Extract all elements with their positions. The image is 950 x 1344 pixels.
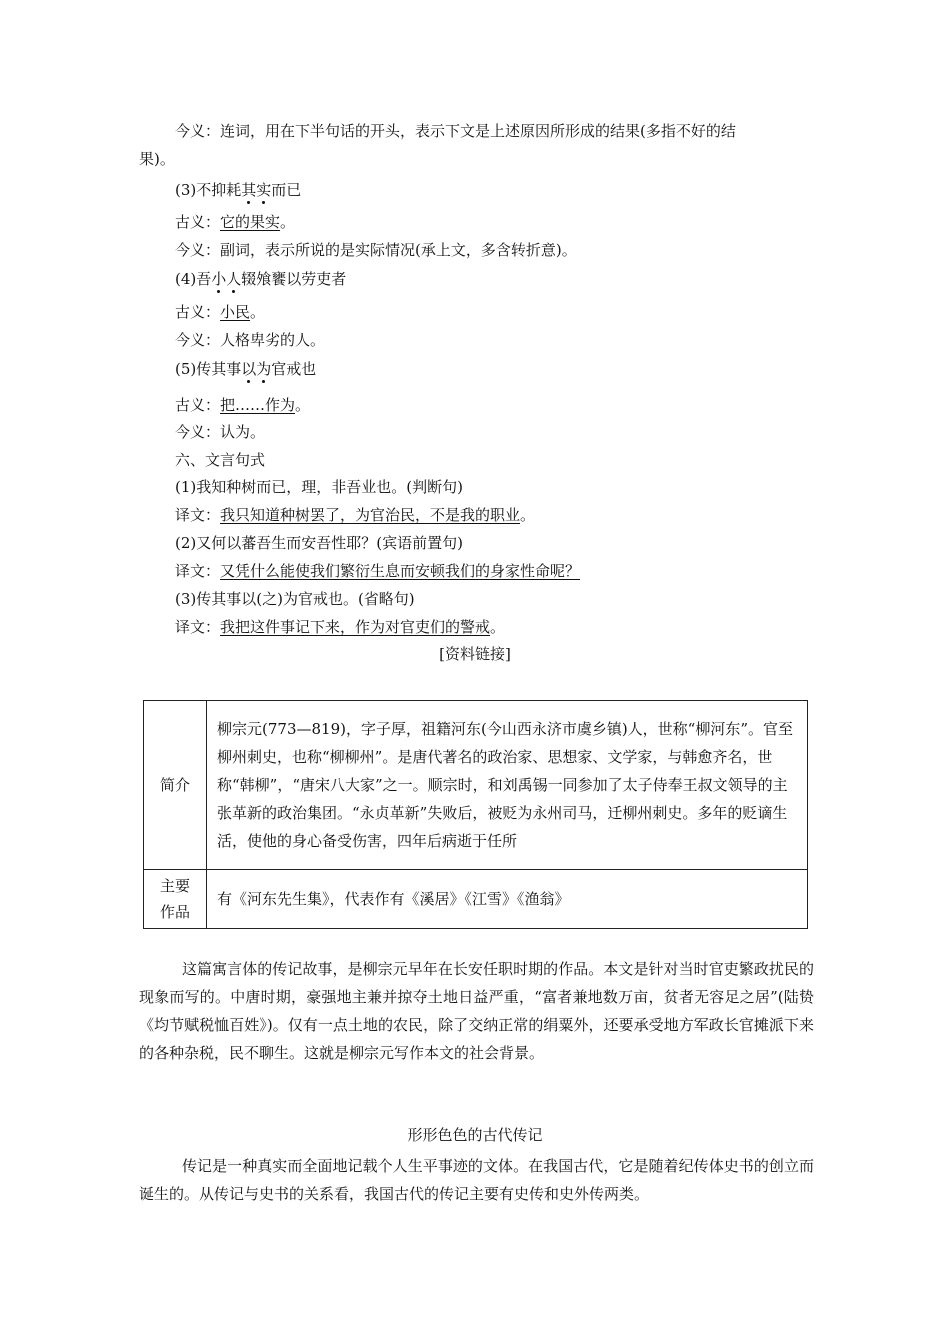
translation-2 — [175, 561, 580, 581]
emphasis-char: 实 — [256, 181, 272, 199]
section-title: 形形色色的古代传记 — [407, 1126, 543, 1144]
example-3-post: 而已 — [271, 181, 302, 199]
guyi-label: 古义： — [175, 213, 221, 231]
works-header-line-2: 作品 — [159, 903, 190, 921]
sentence-1: (1)我知种树而已，理，非吾业也。(判断句) — [175, 478, 463, 496]
jinyi-5: 今义：认为。 — [175, 423, 266, 441]
example-4 — [175, 269, 346, 289]
jinyi-line-2: 今义：连词，用在下半句话的开头，表示下文是上述原因所形成的结果(多指不好的结 — [175, 122, 736, 140]
intro-header: 简介 — [144, 701, 207, 870]
guyi-label: 古义： — [175, 396, 221, 414]
background-paragraph: 这篇寓言体的传记故事，是柳宗元早年在长安任职时期的作品。本文是针对当时官吏繁政扰民的现象而写的。中唐时期，豪强地主兼并掠夺土地日益严重，“富者兼地数万亩，贫者无容足之居”(陆贽《均节赋税恤百姓》)。仅有一点土地的农民，除了交纳正常的绢粟外，还要承受地方军政长官摊派下来的各种杂税，民不聊生。这就是柳宗元写作本文的社会背景。 — [139, 960, 814, 1062]
jinyi-4: 今义：人格卑劣的人。 — [175, 331, 326, 349]
guyi-label: 古义： — [175, 303, 221, 321]
emphasis-char: 以 — [241, 360, 257, 378]
section-heading-6: 六、文言句式 — [175, 451, 266, 469]
guyi-end: 。 — [280, 213, 296, 231]
biography-paragraph: 传记是一种真实而全面地记载个人生平事迹的文体。在我国古代，它是随着纪传体史书的创立而诞生的。从传记与史书的关系看，我国古代的传记主要有史传和史外传两类。 — [139, 1157, 814, 1203]
author-info-table — [143, 700, 808, 929]
guyi-4 — [175, 302, 265, 322]
guyi-3 — [175, 212, 295, 232]
translation-end: 。 — [520, 506, 536, 524]
jinyi-line-2-cont: 果)。 — [139, 150, 175, 168]
sentence-3: (3)传其事以(之)为官戒也。(省略句) — [175, 590, 415, 608]
guyi-5 — [175, 395, 310, 415]
guyi-answer: 小民 — [220, 303, 251, 321]
emphasis-char: 人 — [226, 270, 242, 288]
translation-answer: 又凭什么能使我们繁衍生息而安顿我们的身家性命呢？ — [220, 562, 581, 580]
guyi-answer: 它的果实 — [220, 213, 281, 231]
example-4-pre: (4)吾 — [175, 270, 212, 288]
example-5 — [175, 359, 316, 379]
guyi-end: 。 — [295, 396, 311, 414]
translation-3 — [175, 617, 505, 637]
translation-label: 译文： — [175, 562, 221, 580]
translation-label: 译文： — [175, 618, 221, 636]
sentence-2: (2)又何以蕃吾生而安吾性耶？(宾语前置句) — [175, 534, 463, 552]
resource-link-title: [资料链接] — [439, 645, 511, 663]
guyi-answer: 把……作为 — [220, 396, 296, 414]
translation-answer: 我把这件事记下来，作为对官吏们的警戒 — [220, 618, 491, 636]
works-text: 有《河东先生集》，代表作有《溪居》《江雪》《渔翁》 — [207, 870, 808, 929]
emphasis-char: 小 — [211, 270, 227, 288]
jinyi-3: 今义：副词，表示所说的是实际情况(承上文，多含转折意)。 — [175, 241, 577, 259]
example-5-pre: (5)传其事 — [175, 360, 242, 378]
translation-1 — [175, 505, 535, 525]
example-3-pre: (3)不抑耗 — [175, 181, 242, 199]
emphasis-char: 其 — [241, 181, 257, 199]
table-row — [144, 701, 808, 870]
guyi-end: 。 — [250, 303, 266, 321]
emphasis-char: 为 — [256, 360, 272, 378]
example-5-post: 官戒也 — [271, 360, 317, 378]
example-3 — [175, 180, 301, 200]
translation-answer: 我只知道种树罢了，为官治民，不是我的职业 — [220, 506, 521, 524]
works-header-line-1: 主要 — [159, 877, 190, 895]
example-4-post: 辍飧饔以劳吏者 — [241, 270, 347, 288]
works-header — [144, 870, 207, 929]
translation-end: 。 — [490, 618, 506, 636]
table-row — [144, 870, 808, 929]
translation-label: 译文： — [175, 506, 221, 524]
intro-text: 柳宗元(773—819)，字子厚，祖籍河东(今山西永济市虞乡镇)人，世称“柳河东”。官至柳州刺史，也称“柳柳州”。是唐代著名的政治家、思想家、文学家，与韩愈齐名，世称“韩柳”，“唐宋八大家”之一。顺宗时，和刘禹锡一同参加了太子侍奉王叔文领导的主张革新的政治集团。“永贞革新”失败后，被贬为永州司马，迁柳州刺史。多年的贬谪生活，使他的身心备受伤害，四年后病逝于任所 — [207, 701, 808, 870]
